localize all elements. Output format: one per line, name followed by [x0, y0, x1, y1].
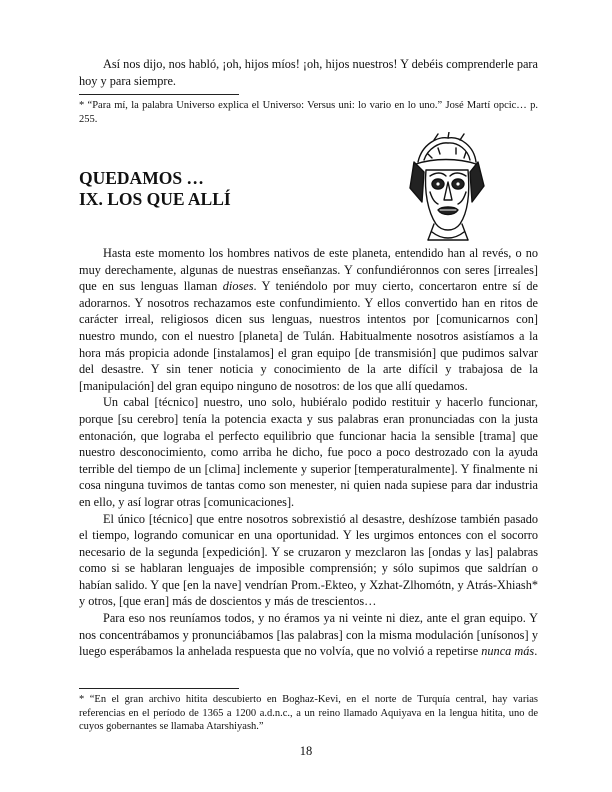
- chapter-heading: [79, 168, 319, 210]
- chapter-heading-line-1: QUEDAMOS …: [79, 168, 204, 188]
- body-paragraph-4-text-b: .: [534, 644, 538, 659]
- body-paragraph-4-text-a: Para eso nos reuníamos todos, y no éramos ya ni veinte ni diez, ante el gran equipo. Y nos concentrábamos y pronunciábamos [las palabras] con la misma modulación [unísonos] y luego esperábamos la anhelada respuesta que no volvía, que no volvió a repetirse: [79, 611, 538, 659]
- intro-section: [79, 56, 538, 89]
- body-paragraph-1-text-b: . Y teniéndolo por muy cierto, concertaron entre sí de adorarnos. Y nosotros rechazamos este confundimiento. Y ellos convertido han en ritos de carácter irreal, religiosos dicen sus lenguas, nuestros intentos por [comunicarnos con] nuestro mundo, con el nuestro [planeta] de Tulán. Habitualmente nosotros asistíamos a la hora más propicia adonde [instalamos] el gran equipo [de transmisión] que pudimos salvar del desastre. Y sin tener noticia y conocimiento de la arte difícil y trabajosa de la [manipulación] del gran equipo ninguno de nosotros: de los que allí quedamos.: [79, 279, 538, 393]
- carved-mask-head-icon: [404, 132, 486, 244]
- body-paragraph-1: [79, 245, 538, 394]
- intro-footnote-section: [79, 99, 538, 126]
- footnote-divider: [79, 94, 239, 95]
- bottom-footnote-section: [79, 693, 538, 734]
- chapter-heading-line-2: IX. LOS QUE ALLÍ: [79, 189, 231, 209]
- body-paragraph-4: [79, 610, 538, 660]
- body-paragraph-1-emphasis: dioses: [222, 279, 254, 294]
- body-paragraph-4-emphasis: nunca más: [481, 644, 535, 659]
- intro-footnote: * “Para mí, la palabra Universo explica el Universo: Versus uni: lo vario en lo uno.” José Martí opcic… p. 255.: [79, 100, 538, 125]
- main-text: [79, 245, 538, 660]
- body-paragraph-3: El único [técnico] que entre nosotros sobrexistió al desastre, deshízose también pasado el tiempo, logrando comunicar en una oportunidad. Y les urgimos entonces con el socorro necesario de la segunda [expedición]. Y se cruzaron y mezclaron las [ondas y las] palabras como si se hablaran lenguajes de imposible comprensión; y sólo supimos que saldrían o habían salido. Y que [en la nave] vendrían Prom.-Ekteo, y Xzhat-Zlhomótn, y Atrás-Xhiash* y otros, [que eran] más de doscientos y más de trescientos…: [79, 511, 538, 609]
- page-number: 18: [299, 744, 313, 758]
- bottom-footnote: * “En el gran archivo hitita descubierto en Boghaz-Kevi, en el norte de Turquía central, hay varias referencias en el período de 1365 a 1200 a.d.n.c., a un reino llamado Aquiyava en la lengua hitita, uno de cuyos gobernantes se llamaba Atarshiyash.”: [79, 694, 538, 733]
- body-paragraph-2: Un cabal [técnico] nuestro, uno solo, hubiéralo podido restituir y hacerlo funcionar, porque [su cerebro] tenía la potencia exacta y sus palabras eran pronunciadas con la justa entonación, que lograba el perfecto equilibrio que funcionar hacia la sensible [trama] que nuestro desconocimiento, como arriba he dicho, fue poco a poco destrozado con la ayuda terrible del tiempo de un [clima] inclemente y superior [temperaturalmente]. Y finalmente ni cosa ninguna tuvimos de tantas como son menester, ni quien nada supiese para dar industria en ello, y así lograr otras [comunicaciones].: [79, 395, 538, 509]
- bottom-footnote-divider: [79, 688, 239, 689]
- body-paragraph-1-text-a: Hasta este momento los hombres nativos de este planeta, entendido han al revés, o no muy derechamente, algunas de nuestras enseñanzas. Y confundiéronnos con seres [irreales] que en sus lenguas llaman: [79, 246, 538, 294]
- intro-paragraph: Así nos dijo, nos habló, ¡oh, hijos míos! ¡oh, hijos nuestros! Y debéis comprenderle para hoy y para siempre.: [79, 57, 538, 88]
